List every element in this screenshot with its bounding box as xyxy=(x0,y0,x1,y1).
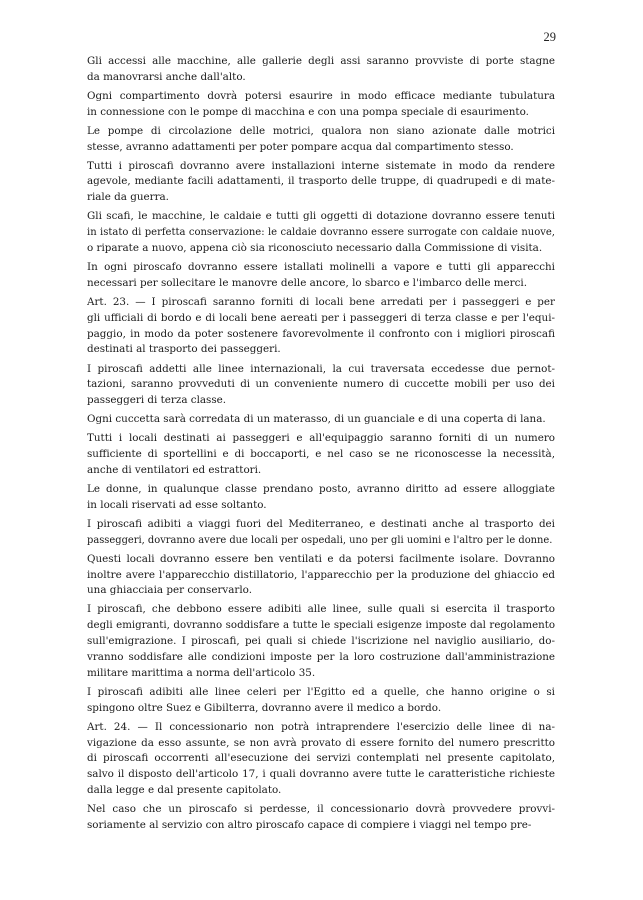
text-line: anche di ventilatori ed estrattori. xyxy=(87,463,262,476)
text-line: sufficiente di sportellini e di boccaporti, e nel caso se ne riconoscesse la necessità, xyxy=(87,448,555,461)
text-line: Art. 23. — I piroscafi saranno forniti di locali bene arredati per i passeggeri e per xyxy=(87,295,555,308)
text-line: spingono oltre Suez e Gibilterra, dovranno avere il medico a bordo. xyxy=(87,701,442,714)
page-number: 29 xyxy=(543,30,556,44)
text-line: Ogni compartimento dovrà potersi esaurire in modo efficace mediante tubulatura xyxy=(87,89,555,102)
text-line: passeggeri di terza classe. xyxy=(87,394,227,407)
text-line: militare marittima a norma dell'articolo 35. xyxy=(87,666,316,679)
paragraph xyxy=(87,602,555,681)
text-line: di piroscafi occorrenti all'esecuzione dei servizi contemplati nel presente capitolato, xyxy=(87,752,555,765)
text-line: Art. 24. — Il concessionario non potrà intraprendere l'esercizio delle linee di na- xyxy=(87,720,555,733)
text-line: I piroscafi adibiti a viaggi fuori del Mediterraneo, e destinati anche al trasporto dei xyxy=(87,517,555,530)
text-line: Le pompe di circolazione delle motrici, qualora non siano azionate dalle motrici xyxy=(87,124,555,137)
body-text xyxy=(87,54,555,837)
text-line: paggio, in modo da poter sostenere favorevolmente il confronto con i migliori piroscafi xyxy=(87,327,555,340)
text-line: vranno soddisfare alle condizioni imposte per la loro costruzione dall'amministrazione xyxy=(87,650,555,663)
text-line: stesse, avranno adattamenti per poter pompare acqua dal compartimento stesso. xyxy=(87,140,514,153)
paragraph xyxy=(87,802,555,834)
text-line: Tutti i locali destinati ai passeggeri e all'equipaggio saranno forniti di un numero xyxy=(87,432,555,445)
text-line: in connessione con le pompe di macchina e con una pompa speciale di esaurimento. xyxy=(87,105,529,118)
text-line: da manovrarsi anche dall'alto. xyxy=(87,70,246,83)
text-line: soriamente al servizio con altro piroscafo capace di compiere i viaggi nel tempo pre- xyxy=(87,818,532,831)
text-line: passeggeri, dovranno avere due locali per ospedali, uno per gli uomini e l'altro per le donne. xyxy=(87,534,553,546)
text-line: destinati al trasporto dei passeggeri. xyxy=(87,343,281,356)
text-line: in locali riservati ad esse soltanto. xyxy=(87,498,267,511)
text-line: Tutti i piroscafi dovranno avere installazioni interne sistemate in modo da rendere xyxy=(87,159,555,172)
paragraph xyxy=(87,54,555,86)
text-line: o riparate a nuovo, appena ciò sia riconosciuto necessario dalla Commissione di visita. xyxy=(87,242,543,255)
paragraph xyxy=(87,209,555,257)
text-line: tazioni, saranno provveduti di un conveniente numero di cuccette mobili per uso dei xyxy=(87,378,555,391)
paragraph xyxy=(87,89,555,121)
text-line: Questi locali dovranno essere ben ventilati e da potersi facilmente isolare. Dovranno xyxy=(87,552,555,565)
text-line: Ogni cuccetta sarà corredata di un materasso, di un guanciale e di una coperta di lana. xyxy=(87,413,546,426)
paragraph xyxy=(87,124,555,156)
text-line: riale da guerra. xyxy=(87,191,169,204)
text-line: degli emigranti, dovranno soddisfare a tutte le speciali esigenze imposte dal regolamento xyxy=(87,620,555,632)
paragraph xyxy=(87,517,555,549)
text-line: Gli scafi, le macchine, le caldaie e tutti gli oggetti di dotazione dovranno essere tenuti xyxy=(87,210,555,223)
paragraph xyxy=(87,431,555,479)
text-line: Gli accessi alle macchine, alle gallerie degli assi saranno provviste di porte stagne xyxy=(87,55,555,67)
paragraph xyxy=(87,552,555,600)
text-line: una ghiacciaia per conservarlo. xyxy=(87,584,252,597)
text-line: necessari per sollecitare le manovre delle ancore, lo sbarco e l'imbarco delle merci. xyxy=(87,276,528,289)
text-line: I piroscafi, che debbono essere adibiti alle linee, sulle quali si esercita il trasporto xyxy=(87,603,555,616)
text-line: vigazione da esso assunte, se non avrà provato di essere fornito del numero prescritto xyxy=(87,736,555,749)
text-line: agevole, mediante facili adattamenti, il trasporto delle truppe, di quadrupedi e di mate- xyxy=(87,175,555,188)
paragraph xyxy=(87,412,555,428)
paragraph xyxy=(87,159,555,207)
paragraph xyxy=(87,362,555,410)
paragraph xyxy=(87,685,555,717)
text-line: Le donne, in qualunque classe prendano posto, avranno diritto ad essere alloggiate xyxy=(87,482,555,495)
text-line: inoltre avere l'apparecchio distillatorio, l'apparecchio per la produzione del ghiaccio ed xyxy=(87,568,555,581)
text-line: I piroscafi addetti alle linee internazionali, la cui traversata eccedesse due pernot- xyxy=(87,362,555,375)
text-line: dalla legge e dal presente capitolato. xyxy=(87,784,282,797)
paragraph xyxy=(87,260,555,292)
text-line: gli ufficiali di bordo e di locali bene aereati per i passeggeri di terza classe e per l'equi- xyxy=(87,311,555,324)
text-line: in istato di perfetta conservazione: le caldaie dovranno essere surrogate con caldaie nuove, xyxy=(87,227,555,239)
text-line: I piroscafi adibiti alle linee celeri per l'Egitto ed a quelle, che hanno origine o si xyxy=(87,685,555,698)
text-line: Nel caso che un piroscafo si perdesse, il concessionario dovrà provvedere provvi- xyxy=(87,803,555,816)
text-line: salvo il disposto dell'articolo 17, i quali dovranno avere tutte le caratteristiche richieste xyxy=(87,768,555,781)
paragraph xyxy=(87,482,555,514)
paragraph xyxy=(87,295,555,358)
text-line: sull'emigrazione. I piroscafi, pei quali si chiede l'iscrizione nel naviglio ausiliario, do- xyxy=(87,635,555,648)
text-line: In ogni piroscafo dovranno essere istallati molinelli a vapore e tutti gli apparecchi xyxy=(87,261,555,274)
paragraph xyxy=(87,720,555,799)
